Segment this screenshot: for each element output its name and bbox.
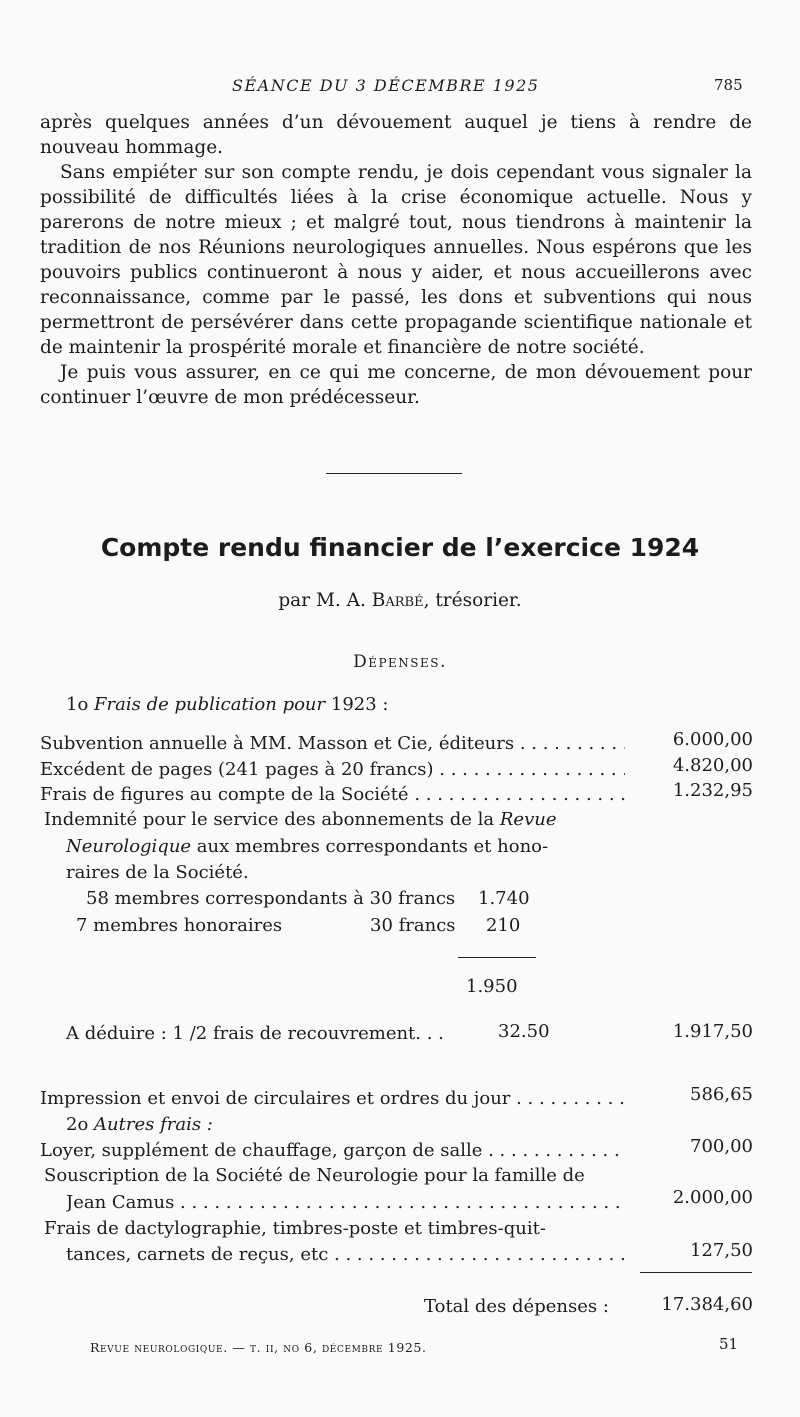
members-honoraires-rate: 30 francs [370,915,456,936]
subtotal-value: 1.950 [466,976,518,997]
ledger-row-label: Excédent de pages (241 pages à 20 francs) . . . [40,759,625,780]
deduction-label: A déduire : 1 /2 frais de recouvrement. . . [66,1023,444,1044]
paragraph: après quelques années d’un dévouement auquel je tiens à rendre de nouveau hommage. [40,112,752,158]
page-number: 785 [714,76,743,94]
section-divider [326,473,462,474]
members-correspondants-value: 1.740 [478,888,530,909]
footer-journal: Revue neurologique. — t. ii, no 6, décembre 1925. [90,1340,427,1355]
indemnite-line [66,836,548,857]
subhead-text: Frais de publication pour [94,694,326,715]
section-title: Compte rendu financier de l’exercice 1924 [100,533,700,562]
ledger-row-amount: 6.000,00 [672,729,753,750]
subhead-year: 1923 : [330,694,389,715]
subhead-autres-frais [66,1114,213,1135]
subhead-number: 2o [66,1114,89,1135]
running-title: SÉANCE DU 3 DÉCEMBRE 1925 [232,76,540,95]
ledger-row-amount: 1.232,95 [672,780,753,801]
indemnite-text: aux membres correspondants et hono- [191,836,549,857]
deduction-net-amount: 1.917,50 [672,1021,753,1042]
dactylo-line: Frais de dactylographie, timbres-poste et timbres-quit- [44,1218,546,1239]
journal-name: Revue [499,809,557,830]
subhead-publication [66,694,388,715]
byline [0,590,800,611]
impression-amount: 586,65 [690,1084,753,1105]
ledger-row-label: Frais de figures au compte de la Société . . . [40,784,625,805]
indemnite-line [44,809,557,830]
souscription-line: Jean Camus . . . [66,1192,625,1213]
dactylo-line: tances, carnets de reçus, etc . . . [66,1244,625,1265]
members-correspondants-label: 58 membres correspondants à 30 francs [86,888,456,909]
loyer-amount: 700,00 [690,1136,753,1157]
paragraph: Je puis vous assurer, en ce qui me concerne, de mon dévouement pour continuer l’œuvre de mon prédécesseur. [40,362,752,408]
byline-prefix: par M. A. [278,590,366,611]
total-rule [640,1272,752,1273]
journal-name: Neurologique [66,836,192,857]
ledger-row-label: Subvention annuelle à MM. Masson et Cie, éditeurs . . . [40,733,625,754]
ledger-row-amount: 4.820,00 [672,755,753,776]
indemnite-text: Indemnité pour le service des abonnements de la [44,809,500,830]
souscription-amount: 2.000,00 [672,1187,753,1208]
expenses-heading: Dépenses. [353,652,447,672]
running-header [0,76,800,98]
souscription-line: Souscription de la Société de Neurologie pour la famille de [44,1165,585,1186]
subhead-number: 1o [66,694,89,715]
subtotal-rule [458,957,536,958]
indemnite-line: raires de la Société. [66,862,249,883]
loyer-label: Loyer, supplément de chauffage, garçon de salle . . . [40,1140,625,1161]
footer-signature: 51 [719,1335,739,1353]
byline-suffix: , trésorier. [423,590,522,611]
author-name: Barbé [371,590,424,611]
body-text [40,110,752,410]
total-amount: 17.384,60 [661,1294,753,1315]
dactylo-amount: 127,50 [690,1240,753,1261]
subhead-text: Autres frais : [94,1114,213,1135]
impression-label: Impression et envoi de circulaires et ordres du jour . . . [40,1088,625,1109]
total-label: Total des dépenses : [424,1296,609,1317]
members-honoraires-value: 210 [486,915,521,936]
deduction-value: 32.50 [498,1021,550,1042]
paragraph: Sans empiéter sur son compte rendu, je dois cependant vous signaler la possibilité de difficultés liées à la crise économique actuelle. Nous y parerons de notre mieux ; et malgré tout, nous tiendrons à maintenir la tradition de nos Réunions neurologiques annuelles. Nous espérons que les pouvoirs publics continueront à nous y aider, et nous accueillerons avec reconnaissance, comme par le passé, les dons et subventions qui nous permettront de persévérer dans cette propagande scientifique nationale et de maintenir la prospérité morale et financière de notre société. [40,162,752,358]
members-honoraires-label: 7 membres honoraires [76,915,283,936]
